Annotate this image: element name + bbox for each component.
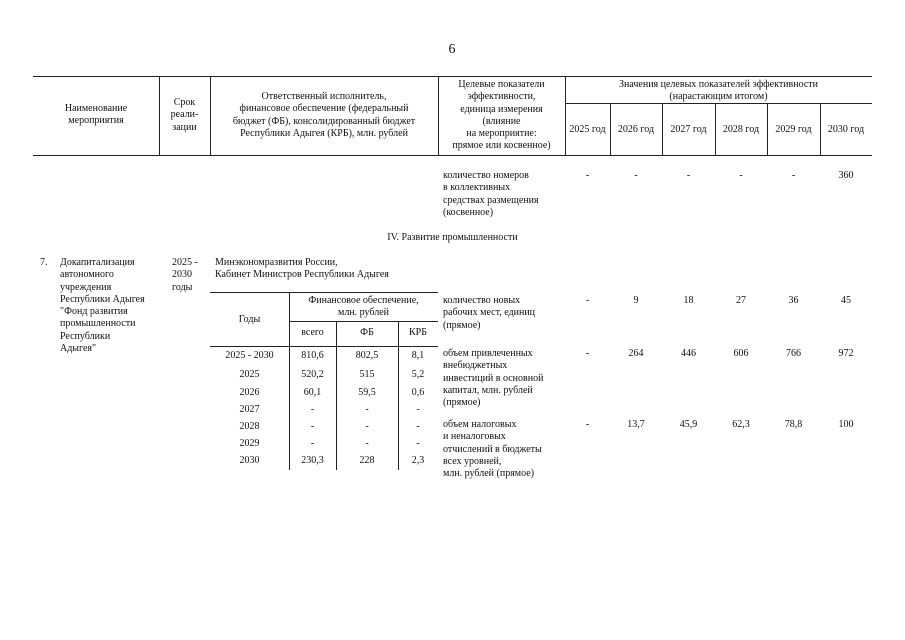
responsible-line: Минэкономразвития России, xyxy=(215,257,338,268)
header-text: эффективности, xyxy=(467,91,536,103)
item-term-line: 2025 - xyxy=(172,257,198,268)
item-term-line: 2030 xyxy=(172,269,192,281)
header-col-term xyxy=(159,97,210,134)
finance-subheader-rule xyxy=(289,321,438,322)
value-cell: - xyxy=(634,170,638,181)
finance-total: 230,3 xyxy=(301,455,324,466)
finance-krb: 0,6 xyxy=(411,387,425,398)
indicator-line: количество номеров xyxy=(443,170,529,181)
finance-col-total: всего xyxy=(301,327,324,338)
header-text: финансовое обеспечение (федеральный xyxy=(239,103,409,115)
responsible-line: Кабинет Министров Республики Адыгея xyxy=(215,269,389,281)
item-name-line: автономного xyxy=(60,269,114,281)
finance-krb: - xyxy=(416,404,420,415)
value-cell: 45 xyxy=(841,295,851,306)
item-responsible xyxy=(215,257,389,282)
header-text: Республики Адыгея (КРБ), млн. рублей xyxy=(240,127,408,139)
indicator-line: количество новых xyxy=(443,295,521,306)
header-text: Значения целевых показателей эффективности xyxy=(618,79,819,90)
value-cell: 446 xyxy=(681,348,696,359)
header-text: прямое или косвенное) xyxy=(452,140,551,152)
header-year: 2025 год xyxy=(569,124,606,135)
item-name-line: Республики xyxy=(60,330,111,342)
finance-total: 520,2 xyxy=(301,369,324,380)
header-text: бюджет (ФБ), консолидированный бюджет xyxy=(232,115,416,127)
value-cell: 766 xyxy=(786,348,801,359)
item-number: 7. xyxy=(40,257,48,268)
value-cell: 264 xyxy=(628,348,644,359)
finance-krb: 2,3 xyxy=(411,455,425,466)
value-cell: 360 xyxy=(838,170,854,181)
header-year: 2027 год xyxy=(670,124,707,135)
header-text: Ответственный исполнитель, xyxy=(261,91,387,102)
indicator-line: объем налоговых xyxy=(443,419,517,430)
finance-krb: 8,1 xyxy=(411,350,425,361)
indicator-line: (прямое) xyxy=(443,319,481,331)
header-text: (нарастающим итогом) xyxy=(669,91,768,103)
header-text: зации xyxy=(172,121,197,133)
header-year: 2030 год xyxy=(827,124,865,135)
finance-krb: 5,2 xyxy=(411,369,425,380)
finance-col-years: Годы xyxy=(238,314,261,325)
indicator-line: капитал, млн. рублей xyxy=(443,384,533,396)
value-cell: 100 xyxy=(838,419,854,430)
indicator-line: (прямое) xyxy=(443,397,481,409)
value-cell: 78,8 xyxy=(784,419,803,430)
item-name-line: промышленности xyxy=(60,318,136,330)
finance-total: - xyxy=(310,438,315,449)
value-cell: - xyxy=(791,170,796,181)
finance-fb: 59,5 xyxy=(358,387,376,398)
indicator-line: млн. рублей (прямое) xyxy=(443,468,535,480)
finance-fb: 802,5 xyxy=(355,350,379,361)
indicator-label xyxy=(443,295,535,332)
finance-fb: - xyxy=(365,404,369,415)
header-text: на мероприятие: xyxy=(466,128,537,140)
header-col-values xyxy=(565,79,872,104)
indicator-line: в коллективных xyxy=(443,182,511,194)
value-cell: 9 xyxy=(633,295,639,306)
item-term-line: годы xyxy=(172,281,193,293)
header-text: (влияние xyxy=(482,115,521,127)
header-text: Целевые показатели xyxy=(458,79,545,90)
finance-year: 2029 xyxy=(239,438,260,449)
finance-header-bottom-rule xyxy=(210,346,438,347)
finance-year: 2028 xyxy=(239,421,260,432)
finance-krb: - xyxy=(416,438,420,449)
value-cell: 62,3 xyxy=(732,419,750,430)
section-title: IV. Развитие промышленности xyxy=(387,232,518,243)
header-text: Наименование xyxy=(64,103,128,114)
finance-fb: 515 xyxy=(359,369,375,380)
header-text: мероприятия xyxy=(68,115,124,127)
finance-group-line: Финансовое обеспечение, xyxy=(308,295,419,306)
finance-year: 2026 xyxy=(239,387,260,398)
value-cell: 45,9 xyxy=(679,419,698,430)
value-cell: 13,7 xyxy=(627,419,645,430)
header-text: единица измерения xyxy=(460,103,543,115)
item-name-line: Республики Адыгея xyxy=(60,293,145,305)
value-cell: - xyxy=(686,170,691,181)
header-year: 2028 год xyxy=(722,124,760,135)
item-name-line: учреждения xyxy=(60,281,112,293)
header-bottom-rule xyxy=(33,155,872,156)
finance-fb: - xyxy=(365,421,369,432)
value-cell: - xyxy=(585,170,590,181)
finance-fb: - xyxy=(365,438,369,449)
finance-fb: 228 xyxy=(359,455,375,466)
indicator-line: объем привлеченных xyxy=(443,348,533,359)
finance-group-line: млн. рублей xyxy=(337,307,390,319)
header-text: Срок xyxy=(173,97,196,108)
finance-year: 2027 xyxy=(239,404,260,415)
value-cell: 36 xyxy=(788,295,799,306)
header-year: 2026 год xyxy=(617,124,655,135)
finance-total: - xyxy=(310,404,315,415)
indicator-line: инвестиций в основной xyxy=(443,372,544,384)
finance-top-rule xyxy=(210,292,438,293)
finance-year: 2030 xyxy=(239,455,260,466)
indicator-line: рабочих мест, единиц xyxy=(443,307,536,319)
page-number: 6 xyxy=(448,42,456,57)
item-name xyxy=(60,257,145,355)
value-cell: - xyxy=(585,419,590,430)
value-cell: - xyxy=(585,295,590,306)
value-cell: 972 xyxy=(838,348,854,359)
header-col-responsible xyxy=(210,91,438,140)
finance-col-group xyxy=(289,295,438,320)
finance-year: 2025 - 2030 xyxy=(225,350,274,361)
item-name-line: "Фонд развития xyxy=(60,306,128,318)
item-term xyxy=(172,257,198,294)
finance-col-fb: ФБ xyxy=(360,327,374,338)
indicator-line: и неналоговых xyxy=(443,431,506,443)
header-text: реали- xyxy=(170,109,199,121)
value-cell: - xyxy=(739,170,743,181)
indicator-label xyxy=(443,348,543,409)
value-cell: 18 xyxy=(683,295,694,306)
header-col-name xyxy=(33,103,159,128)
finance-year: 2025 xyxy=(239,369,260,380)
header-year: 2029 год xyxy=(775,124,812,135)
prev-indicator-label xyxy=(443,170,539,219)
value-cell: - xyxy=(585,348,590,359)
finance-krb: - xyxy=(416,421,420,432)
indicator-line: всех уровней, xyxy=(443,455,502,467)
finance-total: 60,1 xyxy=(303,387,322,398)
value-cell: 27 xyxy=(736,295,746,306)
indicator-line: средствах размещения xyxy=(443,194,539,206)
finance-total: 810,6 xyxy=(301,350,324,361)
value-cell: 606 xyxy=(733,348,749,359)
finance-total: - xyxy=(310,421,315,432)
item-name-line: Докапитализация xyxy=(60,257,135,268)
indicator-line: отчислений в бюджеты xyxy=(443,443,542,455)
indicator-label xyxy=(443,419,542,480)
header-col-target xyxy=(438,79,565,153)
indicator-line: (косвенное) xyxy=(443,206,494,218)
indicator-line: внебюджетных xyxy=(443,360,508,372)
item-name-line: Адыгея" xyxy=(60,343,97,355)
finance-col-krb: КРБ xyxy=(409,327,427,338)
